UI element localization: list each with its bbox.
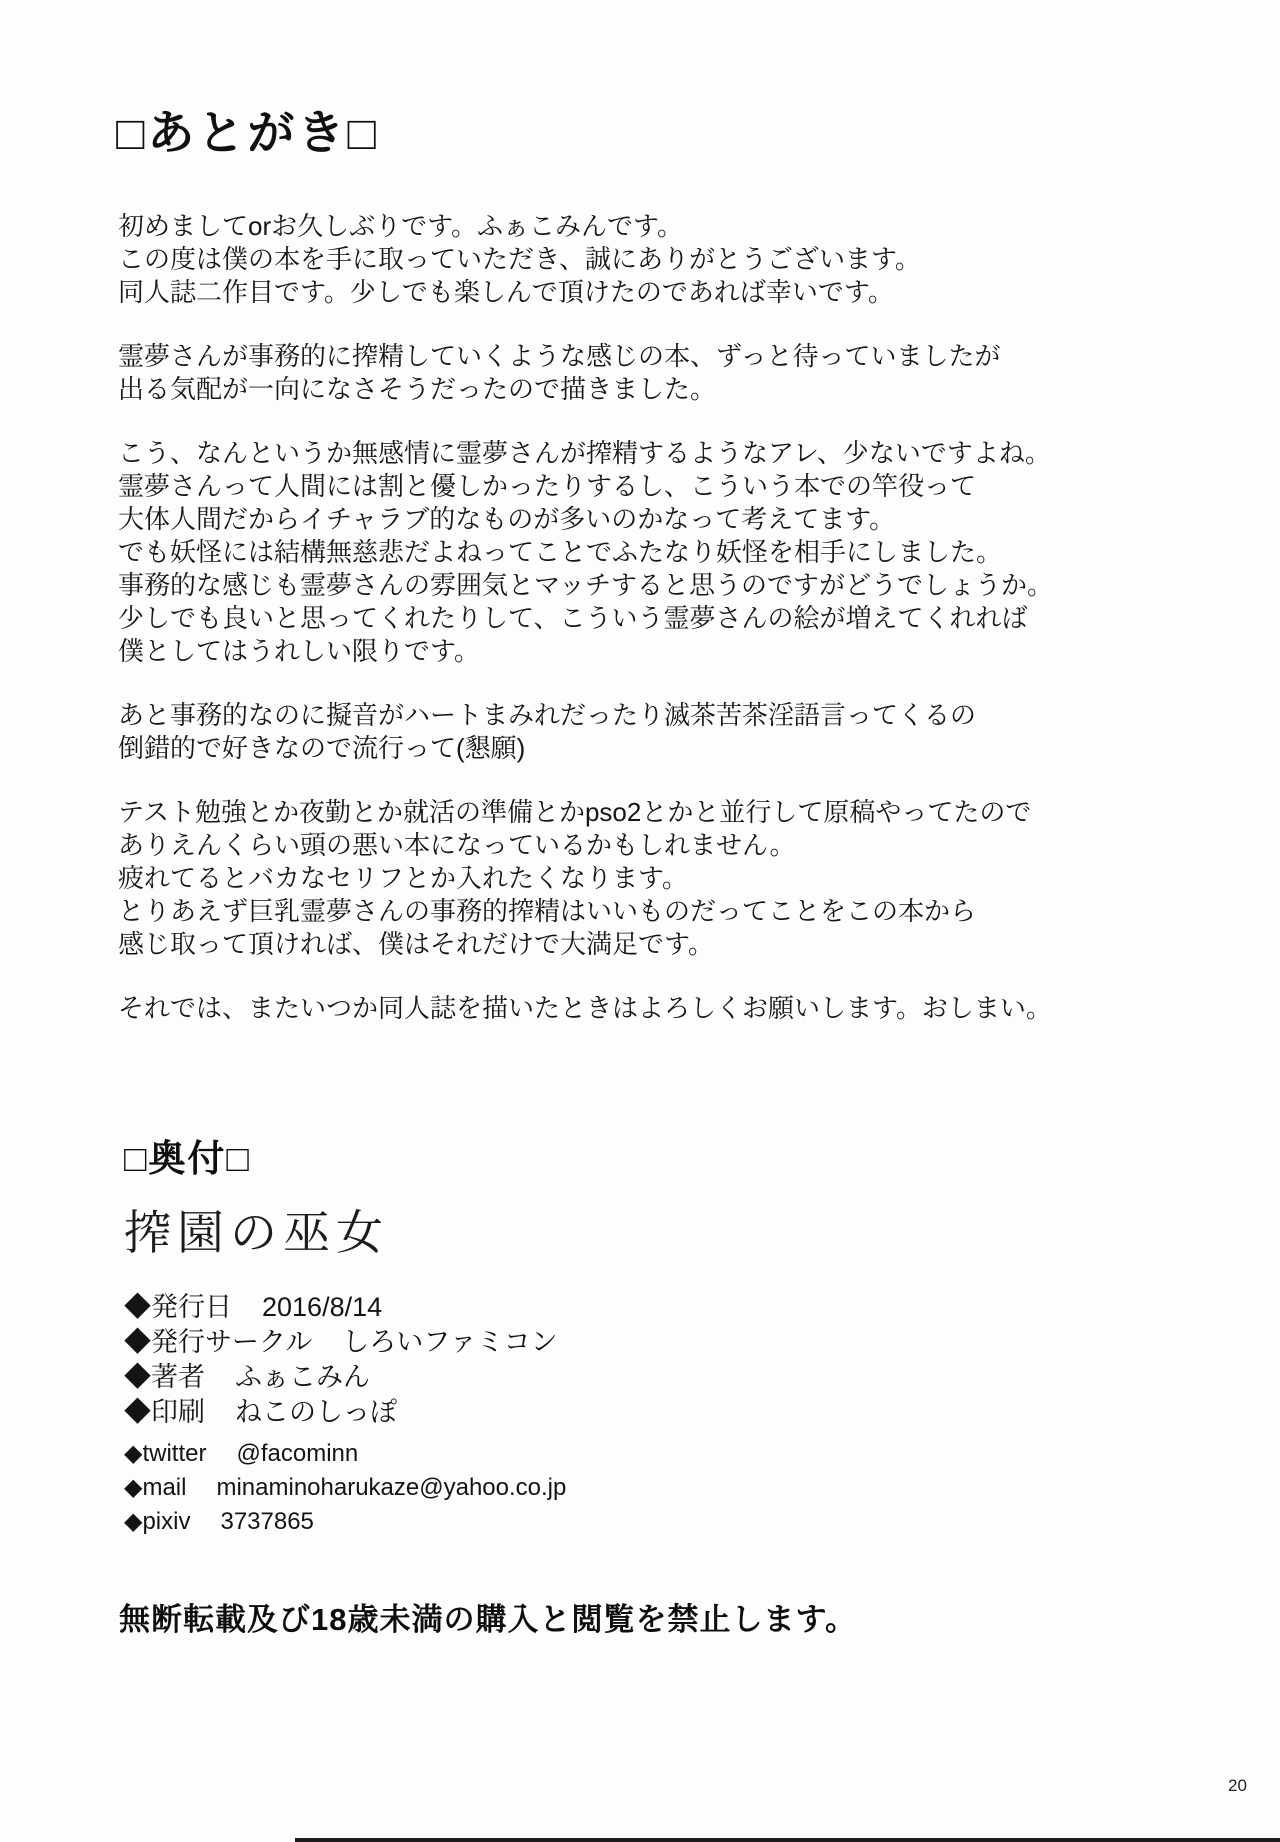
text-line: 僕としてはうれしい限りです。 <box>118 636 480 666</box>
age-restriction-notice: 無断転載及び18歳未満の購入と閲覧を禁止します。 <box>119 1602 857 1637</box>
text-line: 霊夢さんって人間には割と優しかったりするし、こういう本での竿役って <box>118 471 977 501</box>
colophon-entry-value: 2016/8/14 <box>262 1292 383 1322</box>
text-line: 大体人間だからイチャラブ的なものが多いのかなって考えてます。 <box>118 504 896 534</box>
colophon-section <box>124 1128 1124 1539</box>
book-title: 搾園の巫女 <box>124 1208 389 1260</box>
afterword-paragraph <box>118 992 1158 1025</box>
text-line: 疲れてるとバカなセリフとか入れたくなります。 <box>118 863 688 893</box>
afterword-paragraph <box>118 210 1158 309</box>
colophon-entry-label: ◆印刷 <box>124 1397 205 1427</box>
text-line: テスト勉強とか夜勤とか就活の準備とかpso2とかと並行して原稿やってたので <box>118 797 1032 827</box>
afterword-paragraph <box>118 699 1158 765</box>
text-line: 倒錯的で好きなので流行って(懇願) <box>118 733 526 763</box>
colophon-entry-label: ◆発行サークル <box>124 1327 313 1357</box>
text-line: 少しでも良いと思ってくれたりして、こういう霊夢さんの絵が増えてくれれば <box>118 603 1028 633</box>
colophon-entry-label: ◆mail <box>124 1474 187 1501</box>
colophon-entry <box>124 1290 1124 1325</box>
afterword-body <box>118 210 1158 1056</box>
afterword-paragraph <box>118 796 1158 961</box>
text-line: この度は僕の本を手に取っていただき、誠にありがとうございます。 <box>118 244 921 274</box>
text-line: とりあえず巨乳霊夢さんの事務的搾精はいいものだってことをこの本から <box>118 896 977 926</box>
text-line: こう、なんというか無感情に霊夢さんが搾精するようなアレ、少ないですよね。 <box>118 438 1051 468</box>
colophon-entry <box>124 1325 1124 1360</box>
colophon-entry-value: ねこのしっぽ <box>235 1397 397 1427</box>
text-line: ありえんくらい頭の悪い本になっているかもしれません。 <box>118 830 796 860</box>
text-line: 感じ取って頂ければ、僕はそれだけで大満足です。 <box>118 929 714 959</box>
afterword-paragraph <box>118 340 1158 406</box>
text-line: 出る気配が一向になさそうだったので描きました。 <box>118 374 717 404</box>
contact-info-list <box>124 1437 1124 1539</box>
colophon-entry-label: ◆twitter <box>124 1440 207 1467</box>
afterword-paragraph <box>118 437 1158 668</box>
colophon-entry-value: @facominn <box>236 1440 359 1467</box>
text-line: それでは、またいつか同人誌を描いたときはよろしくお願いします。おしまい。 <box>118 993 1052 1023</box>
colophon-entry <box>124 1437 1124 1471</box>
page-number: 20 <box>1228 1776 1247 1795</box>
text-line: 初めましてorお久しぶりです。ふぁこみんです。 <box>118 211 683 241</box>
colophon-entry-label: ◆pixiv <box>124 1508 191 1535</box>
colophon-entry-label: ◆著者 <box>124 1362 205 1392</box>
colophon-entry-value: 3737865 <box>220 1508 314 1535</box>
publication-info-list <box>124 1290 1124 1430</box>
colophon-entry <box>124 1471 1124 1505</box>
text-line: でも妖怪には結構無慈悲だよねってことでふたなり妖怪を相手にしました。 <box>118 537 1003 567</box>
text-line: 霊夢さんが事務的に搾精していくような感じの本、ずっと待っていましたが <box>118 341 1001 371</box>
colophon-entry <box>124 1360 1124 1395</box>
colophon-entry-value: minaminoharukaze@yahoo.co.jp <box>216 1474 567 1501</box>
colophon-entry <box>124 1505 1124 1539</box>
colophon-entry-label: ◆発行日 <box>124 1292 232 1322</box>
text-line: 同人誌二作目です。少しでも楽しんで頂けたのであれば幸いです。 <box>118 277 894 307</box>
text-line: 事務的な感じも霊夢さんの雰囲気とマッチすると思うのですがどうでしょうか。 <box>118 570 1053 600</box>
text-line: あと事務的なのに擬音がハートまみれだったり滅茶苦茶淫語言ってくるの <box>118 700 977 730</box>
colophon-entry-value: しろいファミコン <box>342 1327 558 1357</box>
colophon-entry <box>124 1395 1124 1430</box>
colophon-title: □奥付□ <box>124 1138 251 1179</box>
colophon-entry-value: ふぁこみん <box>235 1362 370 1392</box>
scan-edge-artifact <box>295 1838 1280 1842</box>
afterword-title: □あとがき□ <box>116 108 379 160</box>
